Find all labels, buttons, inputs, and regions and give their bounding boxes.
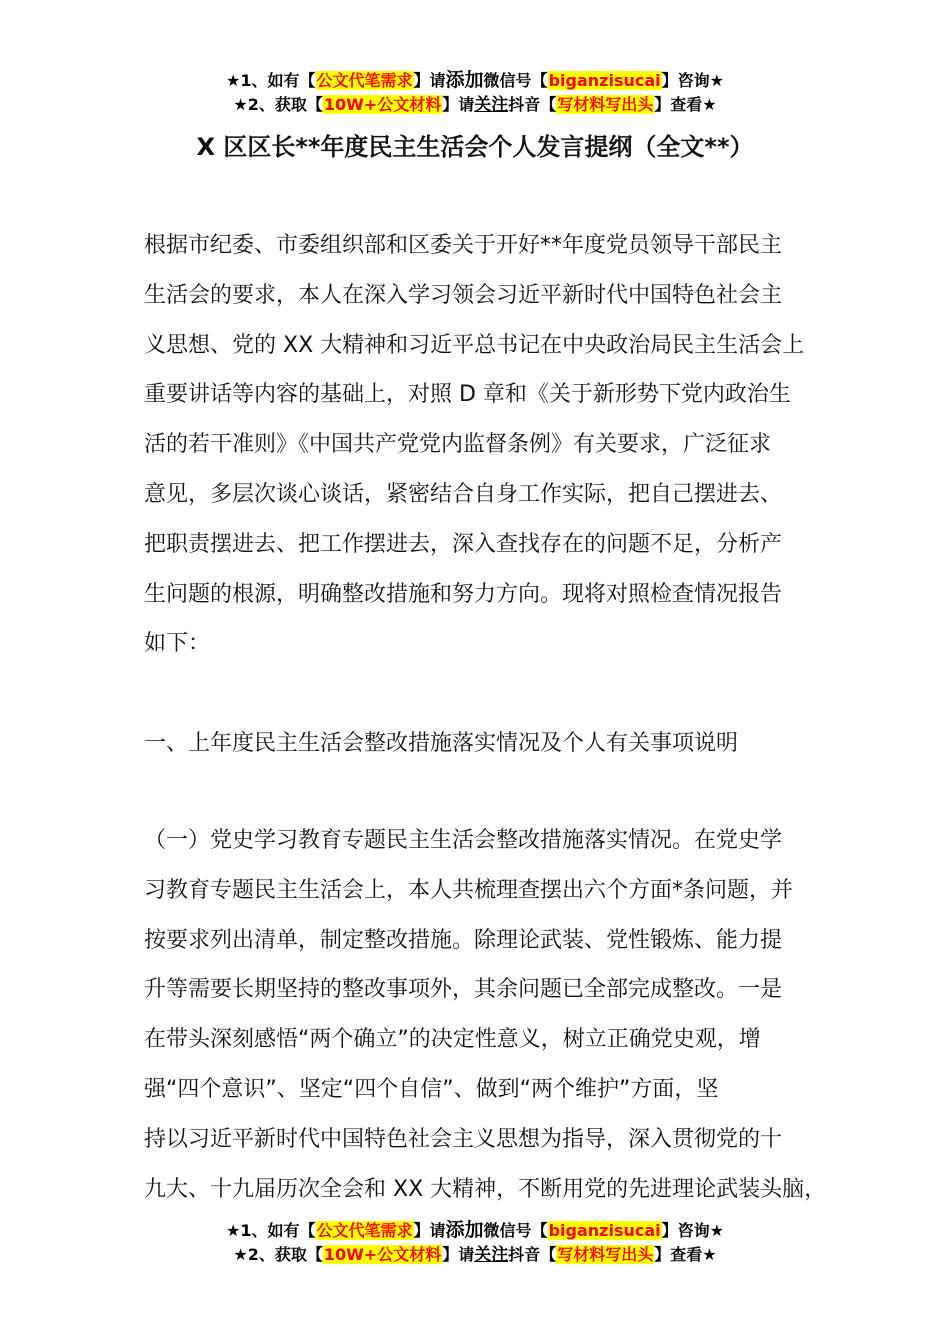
footer-ad-line-1 [0, 1218, 950, 1243]
ad-wechat-id: biganzisucai [548, 71, 661, 90]
subsection-paragraph [144, 816, 844, 1214]
ad-text: 】咨询★ [661, 71, 724, 90]
paragraph-line: 生活会的要求，本人在深入学习领会习近平新时代中国特色社会主 [144, 282, 783, 308]
paragraph-line: 义思想、党的 XX 大精神和习近平总书记在中央政治局民主生活会上 [144, 332, 805, 358]
ad-highlight: 公文代笔需求 [316, 1221, 413, 1240]
paragraph-line: 把职责摆进去、把工作摆进去，深入查找存在的问题不足，分析产 [144, 531, 783, 557]
paragraph-line: 持以习近平新时代中国特色社会主义思想为指导，深入贯彻党的十 [144, 1126, 783, 1152]
ad-text: ★1、如有【 [226, 71, 316, 90]
ad-emphasis: 添加 [445, 1219, 484, 1241]
ad-emphasis: 关注 [474, 1245, 509, 1265]
paragraph-line: （一）党史学习教育专题民主生活会整改措施落实情况。在党史学 [144, 828, 783, 853]
ad-text: 】请 [413, 1221, 446, 1240]
paragraph-line: 九大、十九届历次全会和 XX 大精神，不断用党的先进理论武装头脑， [144, 1176, 827, 1202]
ad-text: 】查看★ [654, 1245, 717, 1264]
ad-text: ★1、如有【 [226, 1221, 316, 1240]
ad-highlight: 10W+公文材料 [323, 95, 442, 114]
ad-text: 抖音【 [508, 1245, 557, 1264]
paragraph-line: 按要求列出清单，制定整改措施。除理论武装、党性锻炼、能力提 [144, 927, 783, 953]
ad-text: 】查看★ [654, 95, 717, 114]
header-ad-line-2 [0, 93, 950, 117]
paragraph-line: 强“四个意识”、坚定“四个自信”、做到“两个维护”方面，坚 [144, 1076, 719, 1102]
paragraph-line: 重要讲话等内容的基础上，对照 D 章和《关于新形势下党内政治生 [144, 382, 791, 408]
ad-emphasis: 添加 [445, 69, 484, 91]
ad-douyin-id: 写材料写出头 [557, 95, 654, 114]
paragraph-line: 升等需要长期坚持的整改事项外，其余问题已全部完成整改。一是 [144, 977, 783, 1003]
paragraph-line: 根据市纪委、市委组织部和区委关于开好**年度党员领导干部民主 [144, 233, 783, 258]
ad-text: 抖音【 [508, 95, 557, 114]
header-ad-line-1 [0, 68, 950, 93]
ad-text: 】咨询★ [661, 1221, 724, 1240]
ad-text: ★2、获取【 [233, 95, 323, 114]
ad-emphasis: 关注 [474, 95, 509, 115]
ad-text: 】请 [442, 95, 475, 114]
ad-highlight: 公文代笔需求 [316, 71, 413, 90]
ad-highlight: 10W+公文材料 [323, 1245, 442, 1264]
intro-paragraph [144, 221, 844, 669]
footer-ad-line-2 [0, 1243, 950, 1267]
paragraph-line: 活的若干准则》《中国共产党党内监督条例》有关要求，广泛征求 [144, 432, 772, 458]
paragraph-line: 意见，多层次谈心谈话，紧密结合自身工作实际，把自己摆进去、 [144, 481, 783, 507]
paragraph-line: 生问题的根源，明确整改措施和努力方向。现将对照检查情况报告 [144, 581, 783, 607]
ad-wechat-id: biganzisucai [548, 1221, 661, 1240]
ad-text: ★2、获取【 [233, 1245, 323, 1264]
paragraph-line: 如下： [144, 631, 211, 657]
paragraph-line: 在带头深刻感悟“两个确立”的决定性意义，树立正确党史观，增 [144, 1027, 761, 1053]
document-title: X 区区长**年度民主生活会个人发言提纲（全文**） [196, 133, 754, 161]
ad-text: 微信号【 [483, 71, 548, 90]
ad-text: 微信号【 [483, 1221, 548, 1240]
ad-douyin-id: 写材料写出头 [557, 1245, 654, 1264]
section-heading: 一、上年度民主生活会整改措施落实情况及个人有关事项说明 [144, 731, 739, 756]
ad-text: 】请 [413, 71, 446, 90]
ad-text: 】请 [442, 1245, 475, 1264]
paragraph-line: 习教育专题民主生活会上，本人共梳理查摆出六个方面*条问题，并 [144, 877, 794, 903]
